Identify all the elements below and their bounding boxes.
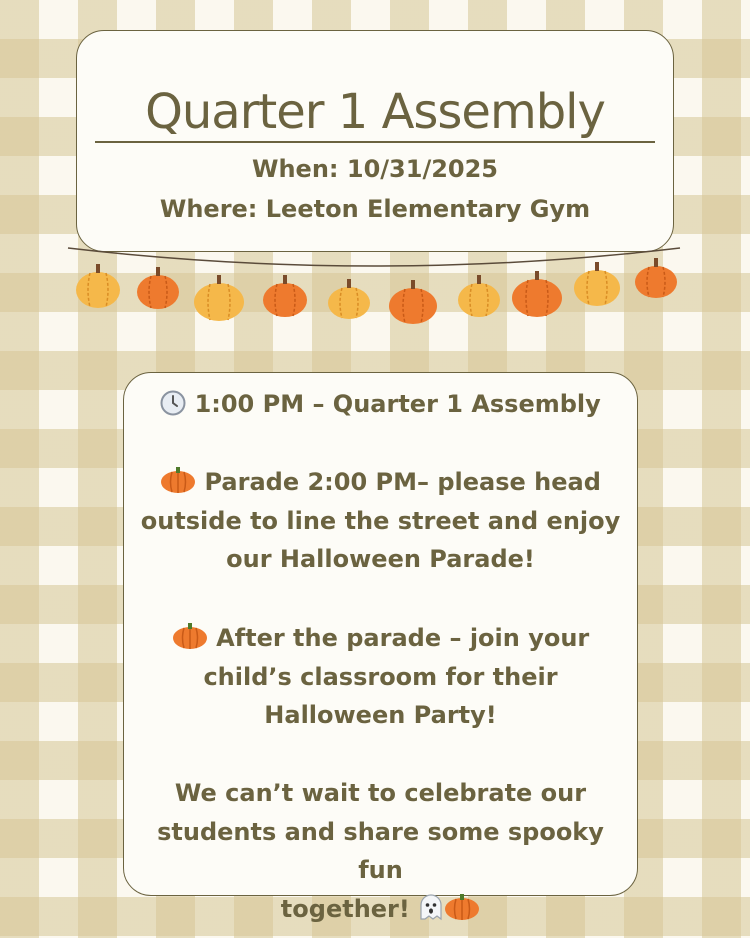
schedule-card	[123, 372, 638, 923]
pumpkin-icon	[458, 275, 500, 317]
pumpkin-garland	[0, 240, 750, 340]
event-date: When: 10/31/2025	[252, 155, 498, 183]
clock-icon	[160, 390, 186, 416]
pumpkin-icon	[263, 275, 307, 317]
parade-line-2: outside to line the street and enjoy	[140, 506, 621, 535]
pumpkin-icon	[389, 280, 437, 324]
party-line-2: child’s classroom for their	[203, 662, 558, 691]
pumpkin-icon	[444, 893, 480, 921]
pumpkin-icon	[160, 466, 196, 494]
pumpkin-icon	[635, 258, 677, 298]
pumpkin-icon	[172, 622, 208, 650]
pumpkin-icon	[194, 275, 244, 321]
event-location: Where: Leeton Elementary Gym	[159, 195, 591, 223]
pumpkin-icon	[76, 264, 120, 308]
pumpkin-icon	[512, 271, 562, 317]
parade-line-3: our Halloween Parade!	[226, 545, 535, 573]
header-card	[76, 30, 674, 252]
assembly-text: 1:00 PM – Quarter 1 Assembly	[194, 390, 601, 418]
pumpkin-icon	[574, 262, 620, 306]
party-info	[136, 619, 625, 735]
page-title: Quarter 1 Assembly	[145, 84, 605, 140]
pumpkin-icon	[328, 279, 370, 319]
closing-line-3: together!	[280, 894, 410, 923]
parade-line-1: Parade 2:00 PM– please head	[204, 468, 601, 496]
party-line-1: After the parade – join your	[216, 624, 590, 652]
title-underline	[95, 141, 655, 143]
garland-string	[68, 248, 680, 266]
party-line-3: Halloween Party!	[264, 701, 497, 729]
closing-line-2: students and share some spooky fun	[157, 817, 604, 884]
assembly-time	[124, 385, 637, 424]
closing-line-1: We can’t wait to celebrate our	[174, 779, 587, 807]
parade-info	[136, 463, 625, 579]
closing-message	[136, 774, 625, 928]
ghost-icon	[418, 893, 444, 921]
pumpkin-icon	[137, 267, 179, 309]
